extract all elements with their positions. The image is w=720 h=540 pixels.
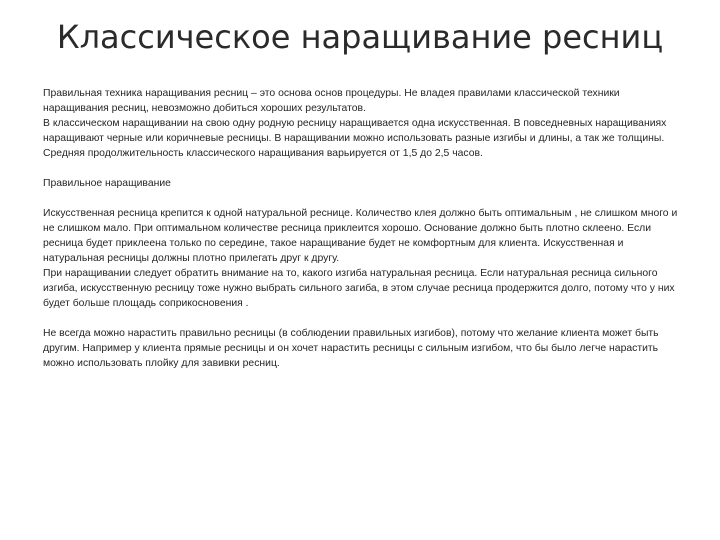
spacer bbox=[43, 311, 683, 326]
spacer bbox=[43, 161, 683, 176]
paragraph-curl: При наращивании следует обратить внимание на то, какого изгиба натуральная ресница. Если натуральная ресница сильного изгиба, искусственную ресницу тоже нужно выбрать сильного загиба, в этом случае ресница продержится долго, потому что у них будет больше площадь соприкосновения . bbox=[43, 268, 675, 309]
section-heading: Правильное наращивание bbox=[43, 178, 171, 189]
paragraph-exception: Не всегда можно нарастить правильно ресницы (в соблюдении правильных изгибов), потому что желание клиента может быть другим. Например у клиента прямые ресницы и он хочет нарастить ресницы с сильным изгибом, что бы было легче нарастить можно использовать плойку для завивки ресниц. bbox=[43, 328, 659, 369]
spacer bbox=[43, 191, 683, 206]
paragraph-attachment: Искусственная ресница крепится к одной натуральной реснице. Количество клея должно быть оптимальным , не слишком много и не слишком мало. При оптимальном количестве ресница приклеится хорошо. Основание должно быть плотно склеено. Если ресница будет приклеена только по середине, такое наращивание будет не комфортным для клиента. Искусственная и натуральная ресницы должны плотно прилегать друг к другу. bbox=[43, 208, 678, 264]
paragraph-intro: Правильная техника наращивания ресниц – это основа основ процедуры. Не владея правилами классической техники наращивания ресниц, невозможно добиться хороших результатов. bbox=[43, 88, 620, 114]
slide-body bbox=[43, 86, 683, 371]
slide-title: Классическое наращивание ресниц bbox=[56, 18, 664, 56]
paragraph-classic: В классическом наращивании на свою одну родную ресницу наращивается одна искусственная. В повседневных наращиваниях наращивают черные или коричневые ресницы. В наращивании можно использовать разные изгибы и длины, а так же толщины. Средняя продолжительность классического наращивания варьируется от 1,5 до 2,5 часов. bbox=[43, 118, 667, 159]
